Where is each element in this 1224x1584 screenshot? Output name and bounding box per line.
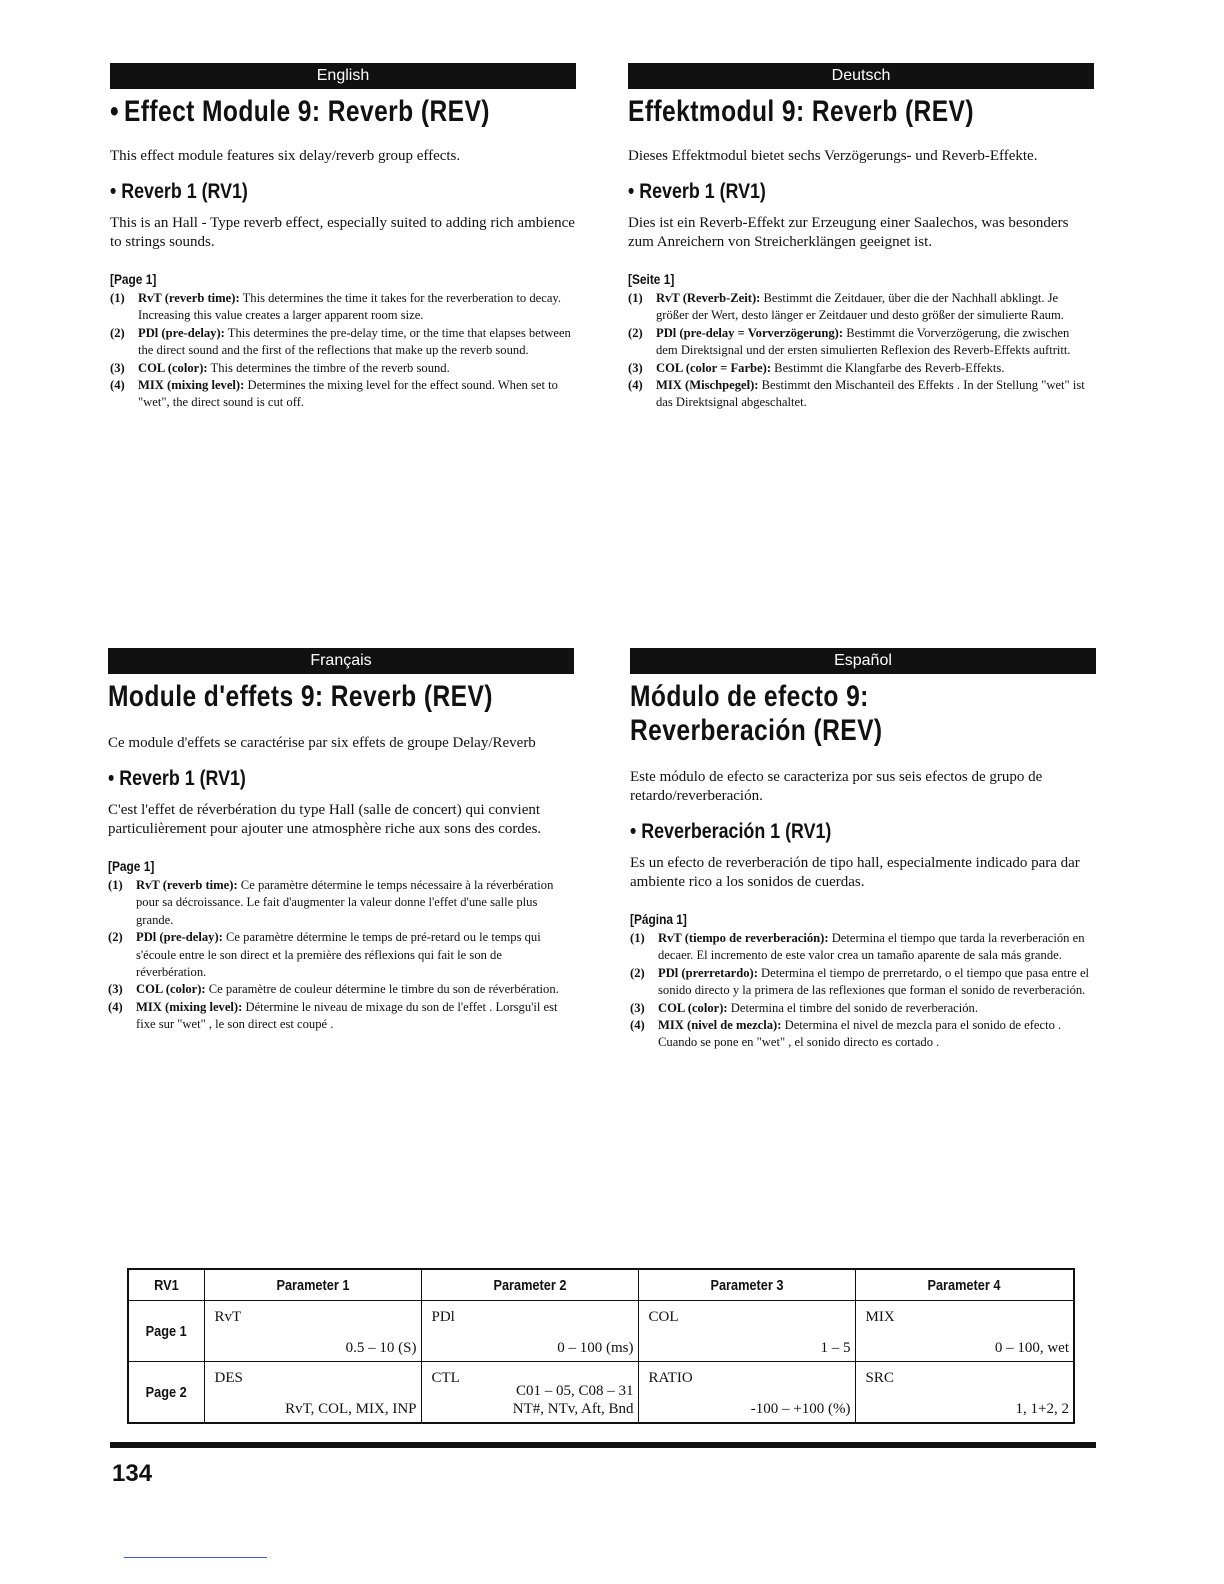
deutsch-parameter-list xyxy=(628,290,1094,412)
list-item: (3) COL (color): Ce paramètre de couleur détermine le timbre du son de réverbération. xyxy=(108,982,559,997)
francais-intro: Ce module d'effets se caractérise par six effets de groupe Delay/Reverb xyxy=(108,735,536,751)
list-item: (2) PDl (pre-delay): This determines the pre-delay time, or the time that elapses between the direct sound and the first of the reflections that make up the reverb sound. xyxy=(110,325,571,358)
english-subtitle: • Reverb 1 (RV1) xyxy=(110,180,248,203)
deutsch-title: Effektmodul 9: Reverb (REV) xyxy=(628,95,974,128)
english-description: This is an Hall - Type reverb effect, especially suited to adding rich ambience to strings sounds. xyxy=(110,215,575,250)
list-item: (4) MIX (mixing level): Détermine le niveau de mixage du son de l'effet . Lorsgu'il est fixe sur "wet" , le son direct est coupé . xyxy=(108,999,558,1032)
bottom-rule xyxy=(110,1442,1096,1448)
list-item: (3) COL (color): This determines the timbre of the reverb sound. xyxy=(110,360,450,375)
list-item: (1) RvT (reverb time): Ce paramètre détermine le temps nécessaire à la réverbération pour sa décroissance. Le fait d'augmenter la valeur donne l'effet d'une salle plus grande. xyxy=(108,878,554,927)
section-francais xyxy=(108,648,574,1034)
espanol-title-line-1: Módulo de efecto 9: xyxy=(630,680,869,713)
list-item: (1) RvT (Reverb-Zeit): Bestimmt die Zeitdauer, über die der Nachhall abklingt. Je größer der Wert, desto länger er Zeitdauer und desto größer der simulierte Raum. xyxy=(628,291,1064,323)
list-item: (3) COL (color = Farbe): Bestimmt die Klangfarbe des Reverb-Effekts. xyxy=(628,360,1005,375)
table-cell: COL 1 – 5 xyxy=(638,1301,855,1362)
espanol-subtitle: • Reverberación 1 (RV1) xyxy=(630,820,832,843)
table-header-row xyxy=(128,1269,1074,1301)
espanol-description: Es un efecto de reverberación de tipo hall, especialmente indicado para dar ambiente rico a los sonidos de cuerdas. xyxy=(630,855,1080,890)
list-item: (2) PDl (prerretardo): Determina el tiempo de prerretardo, o el tiempo que pasa entre el sonido directo y la primera de las reflexiones que forman el sonido de reverberación. xyxy=(630,965,1090,998)
row-label: Page 1 xyxy=(128,1301,204,1362)
francais-page-label: [Page 1] xyxy=(108,858,155,874)
table-header-cell: Parameter 3 xyxy=(638,1269,855,1301)
list-item: (4) MIX (mixing level): Determines the mixing level for the effect sound. When set to "wet", the direct sound is cut off. xyxy=(110,378,558,410)
espanol-page-label: [Página 1] xyxy=(630,911,687,927)
table-cell: MIX 0 – 100, wet xyxy=(855,1301,1074,1362)
francais-parameter-list xyxy=(108,877,574,1034)
table-header-cell: Parameter 1 xyxy=(204,1269,421,1301)
list-item: (2) PDl (pre-delay = Vorverzögerung): Bestimmt die Vorverzögerung, die zwischen dem Direktsignal und der ersten simulierten Reflexion des Reverb-Effekts auftritt. xyxy=(628,325,1071,358)
row-label: Page 2 xyxy=(128,1362,204,1424)
english-intro: This effect module features six delay/reverb group effects. xyxy=(110,148,461,164)
espanol-title-line-2: Reverberación (REV) xyxy=(630,714,883,747)
list-item: (1) RvT (reverb time): This determines the time it takes for the reverberation to decay. Increasing this value creates a larger apparent room size. xyxy=(110,291,562,323)
francais-description: C'est l'effet de réverbération du type Hall (salle de concert) qui convient particulièrement pour ajouter une atmosphère riche aux sons des cordes. xyxy=(108,802,542,837)
table-header-cell: RV1 xyxy=(128,1269,204,1301)
table-header-cell: Parameter 4 xyxy=(855,1269,1074,1301)
english-page-label: [Page 1] xyxy=(110,271,157,287)
espanol-parameter-list xyxy=(630,930,1096,1052)
table-cell: PDl 0 – 100 (ms) xyxy=(421,1301,638,1362)
list-item: (4) MIX (nivel de mezcla): Determina el nivel de mezcla para el sonido de efecto . Cuando se pone en "wet" , el sonido directo es cortado . xyxy=(630,1018,1062,1050)
language-bar-deutsch: Deutsch xyxy=(628,63,1094,89)
table-cell: RvT 0.5 – 10 (S) xyxy=(204,1301,421,1362)
table-row xyxy=(128,1301,1074,1362)
table-cell: DES RvT, COL, MIX, INP xyxy=(204,1362,421,1424)
list-item: (2) PDl (pre-delay): Ce paramètre détermine le temps de pré-retard ou le temps qui s'écoule entre le son direct et la première des réflexions qui fait le son de réverbération. xyxy=(108,930,541,980)
section-english xyxy=(110,63,576,412)
language-bar-english: English xyxy=(110,63,576,89)
footer-link-line xyxy=(124,1557,267,1558)
section-deutsch xyxy=(628,63,1094,412)
francais-subtitle: • Reverb 1 (RV1) xyxy=(108,767,246,790)
language-bar-espanol: Español xyxy=(630,648,1096,674)
deutsch-intro: Dieses Effektmodul bietet sechs Verzögerungs- und Reverb-Effekte. xyxy=(628,148,1038,164)
espanol-intro: Este módulo de efecto se caracteriza por sus seis efectos de grupo de retardo/reverberación. xyxy=(630,769,1043,804)
language-bar-francais: Français xyxy=(108,648,574,674)
table-cell: RATIO -100 – +100 (%) xyxy=(638,1362,855,1424)
list-item: (1) RvT (tiempo de reverberación): Determina el tiempo que tarda la reverberación en decaer. El incremento de este valor crea un tamaño aparente de sala más grande. xyxy=(630,931,1085,963)
deutsch-subtitle: • Reverb 1 (RV1) xyxy=(628,180,766,203)
list-item: (4) MIX (Mischpegel): Bestimmt den Mischanteil des Effekts . In der Stellung "wet" ist das Direktsignal abgeschaltet. xyxy=(628,378,1085,410)
english-parameter-list xyxy=(110,290,576,412)
table-row xyxy=(128,1362,1074,1424)
section-espanol xyxy=(630,648,1096,1052)
page-number: 134 xyxy=(112,1460,153,1487)
english-title: • Effect Module 9: Reverb (REV) xyxy=(110,95,490,128)
parameter-table xyxy=(127,1268,1075,1424)
table-cell: SRC 1, 1+2, 2 xyxy=(855,1362,1074,1424)
francais-title: Module d'effets 9: Reverb (REV) xyxy=(108,680,493,713)
table-header-cell: Parameter 2 xyxy=(421,1269,638,1301)
list-item: (3) COL (color): Determina el timbre del sonido de reverberación. xyxy=(630,1000,978,1015)
deutsch-page-label: [Seite 1] xyxy=(628,271,675,287)
deutsch-description: Dies ist ein Reverb-Effekt zur Erzeugung einer Saalechos, was besonders zum Anreichern von Streicherklängen geeignet ist. xyxy=(628,215,1069,250)
table-cell: CTL C01 – 05, C08 – 31 NT#, NTv, Aft, Bnd xyxy=(421,1362,638,1424)
